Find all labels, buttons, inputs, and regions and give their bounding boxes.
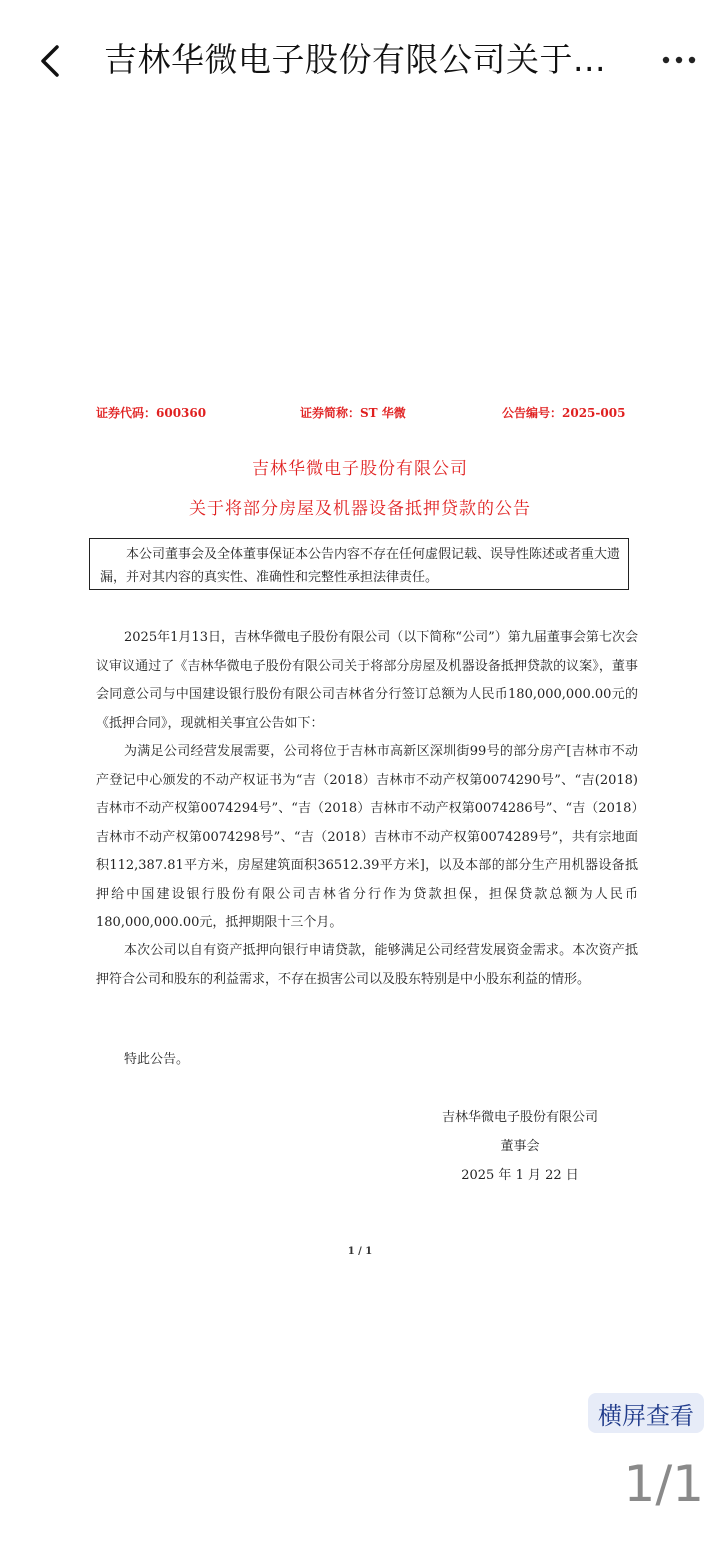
document-title-line1: 吉林华微电子股份有限公司 — [252, 459, 468, 479]
landscape-view-button[interactable]: 横屏查看 — [588, 1393, 704, 1433]
document-title-line2: 关于将部分房屋及机器设备抵押贷款的公告 — [189, 499, 531, 519]
more-button[interactable] — [654, 40, 704, 80]
paragraph: 为满足公司经营发展需要，公司将位于吉林市高新区深圳街99号的部分房产[吉林市不动产登记中心颁发的不动产权证书为“吉（2018）吉林市不动产权第0074290号”、“吉(2018)吉林市不动产权第0074294号”、“吉（2018）吉林市不动产权第0074286号”、“吉（2018）吉林市不动产权第0074298号”、“吉（2018）吉林市不动产权第0074289号”，共有宗地面积112,387.81平方米，房屋建筑面积36512.39平方米]，以及本部的部分生产用机器设备抵押给中国建设银行股份有限公司吉林省分行作为贷款担保，担保贷款总额为人民币180,000,000.00元，抵押期限十三个月。 — [96, 744, 638, 930]
signature-date: 2025 年 1 月 22 日 — [461, 1168, 579, 1183]
announcement-number: 公告编号：2025-005 — [502, 406, 626, 420]
closing-text: 特此公告。 — [124, 1052, 190, 1067]
stock-code: 证券代码：600360 — [96, 406, 207, 420]
paragraph: 2025年1月13日，吉林华微电子股份有限公司（以下简称“公司”）第九届董事会第七次会议审议通过了《吉林华微电子股份有限公司关于将部分房屋及机器设备抵押贷款的议案》，董事会同意公司与中国建设银行股份有限公司吉林省分行签订总额为人民币180,000,000.00元的《抵押合同》，现就相关事宜公告如下： — [96, 630, 638, 731]
stock-short-name: 证券简称：ST 华微 — [300, 406, 406, 420]
document-page — [0, 118, 720, 1418]
page-title: 吉林华微电子股份有限公司关于... — [104, 40, 606, 79]
document-page-mark: 1 / 1 — [347, 1246, 373, 1257]
chevron-left-icon — [37, 43, 65, 79]
notice-box: 本公司董事会及全体董事保证本公告内容不存在任何虚假记载、误导性陈述或者重大遗漏，并对其内容的真实性、准确性和完整性承担法律责任。 — [89, 538, 629, 590]
top-bar — [0, 0, 720, 118]
back-button[interactable] — [26, 36, 76, 86]
signature-board: 董事会 — [500, 1139, 540, 1154]
page-indicator: 1/1 — [623, 1455, 704, 1513]
signature-company: 吉林华微电子股份有限公司 — [441, 1110, 598, 1125]
paragraph: 本次公司以自有资产抵押向银行申请贷款，能够满足公司经营发展资金需求。本次资产抵押符合公司和股东的利益需求，不存在损害公司以及股东特别是中小股东利益的情形。 — [96, 943, 638, 987]
more-horizontal-icon — [661, 55, 697, 65]
